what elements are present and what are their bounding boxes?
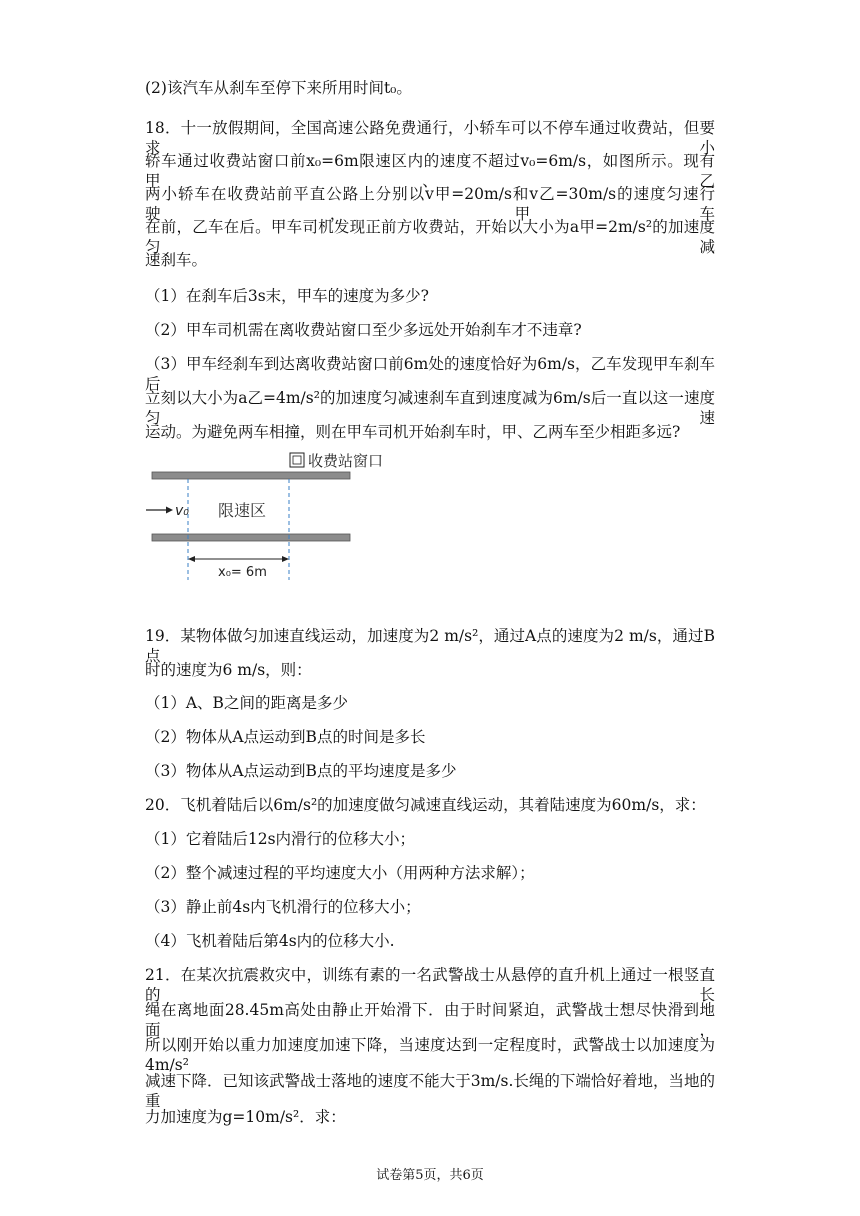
q18-part2: （2）甲车司机需在离收费站窗口至少多远处开始刹车才不违章?: [145, 321, 582, 339]
q21-line2: 绳在离地面28.45m高处由静止开始滑下．由于时间紧迫，武警战士想尽快滑到地面，: [145, 1001, 715, 1039]
q19-part1: （1）A、B之间的距离是多少: [145, 694, 348, 712]
q20-part1: （1）它着陆后12s内滑行的位移大小；: [145, 830, 416, 848]
q18-line1: 18．十一放假期间，全国高速公路免费通行，小轿车可以不停车通过收费站，但要求小: [145, 119, 715, 157]
q20-part2: （2）整个减速过程的平均速度大小（用两种方法求解）；: [145, 864, 535, 882]
q21-line3: 所以刚开始以重力加速度加速下降，当速度达到一定程度时，武警战士以加速度为4m/s²: [145, 1036, 715, 1074]
window-label: 收费站窗口: [308, 452, 384, 470]
q17-part2: (2)该汽车从刹车至停下来所用时间t₀。: [145, 79, 412, 97]
q18-line3: 两小轿车在收费站前平直公路上分别以v甲=20m/s和v乙=30m/s的速度匀速行驶，甲车: [145, 185, 715, 223]
lower-road-edge: [152, 534, 350, 541]
q19-line2: 时的速度为6 m/s，则：: [145, 661, 312, 679]
q20-line1: 20．飞机着陆后以6m/s²的加速度做匀减速直线运动，其着陆速度为60m/s，求：: [145, 796, 706, 814]
q18-line2: 轿车通过收费站窗口前x₀=6m限速区内的速度不超过v₀=6m/s，如图所示。现有甲、乙: [145, 152, 715, 190]
page-footer: 试卷第5页，共6页: [376, 1168, 484, 1183]
q19-part3: （3）物体从A点运动到B点的平均速度是多少: [145, 762, 457, 780]
q21-line1: 21．在某次抗震救灾中，训练有素的一名武警战士从悬停的直升机上通过一根竖直的长: [145, 966, 715, 1004]
distance-label: x₀= 6m: [218, 565, 267, 580]
q21-line5: 力加速度为g=10m/s²．求：: [145, 1108, 346, 1126]
q21-line4: 减速下降．已知该武警战士落地的速度不能大于3m/s.长绳的下端恰好着地，当地的重: [145, 1072, 715, 1110]
q18-line5: 速刹车。: [145, 251, 208, 269]
q18-part1: （1）在刹车后3s末，甲车的速度为多少?: [145, 287, 429, 305]
q20-part4: （4）飞机着陆后第4s内的位移大小.: [145, 932, 395, 950]
velocity-label: v₀: [175, 503, 189, 519]
q19-line1: 19．某物体做匀加速直线运动，加速度为2 m/s²，通过A点的速度为2 m/s，通过B点: [145, 627, 715, 665]
q18-part3-line2: 立刻以大小为a乙=4m/s²的加速度匀减速刹车直到速度减为6m/s后一直以这一速度匀速: [145, 389, 715, 427]
q18-part3-line1: （3）甲车经刹车到达离收费站窗口前6m处的速度恰好为6m/s，乙车发现甲车刹车后: [145, 355, 715, 393]
zone-label: 限速区: [218, 501, 267, 520]
toll-station-figure: [140, 448, 410, 588]
q20-part3: （3）静止前4s内飞机滑行的位移大小；: [145, 898, 421, 916]
q19-part2: （2）物体从A点运动到B点的时间是多长: [145, 728, 426, 746]
q18-line4: 在前，乙车在后。甲车司机发现正前方收费站，开始以大小为a甲=2m/s²的加速度匀减: [145, 218, 715, 256]
q18-part3-line3: 运动。为避免两车相撞，则在甲车司机开始刹车时，甲、乙两车至少相距多远?: [145, 423, 681, 441]
upper-road-edge: [152, 472, 350, 479]
